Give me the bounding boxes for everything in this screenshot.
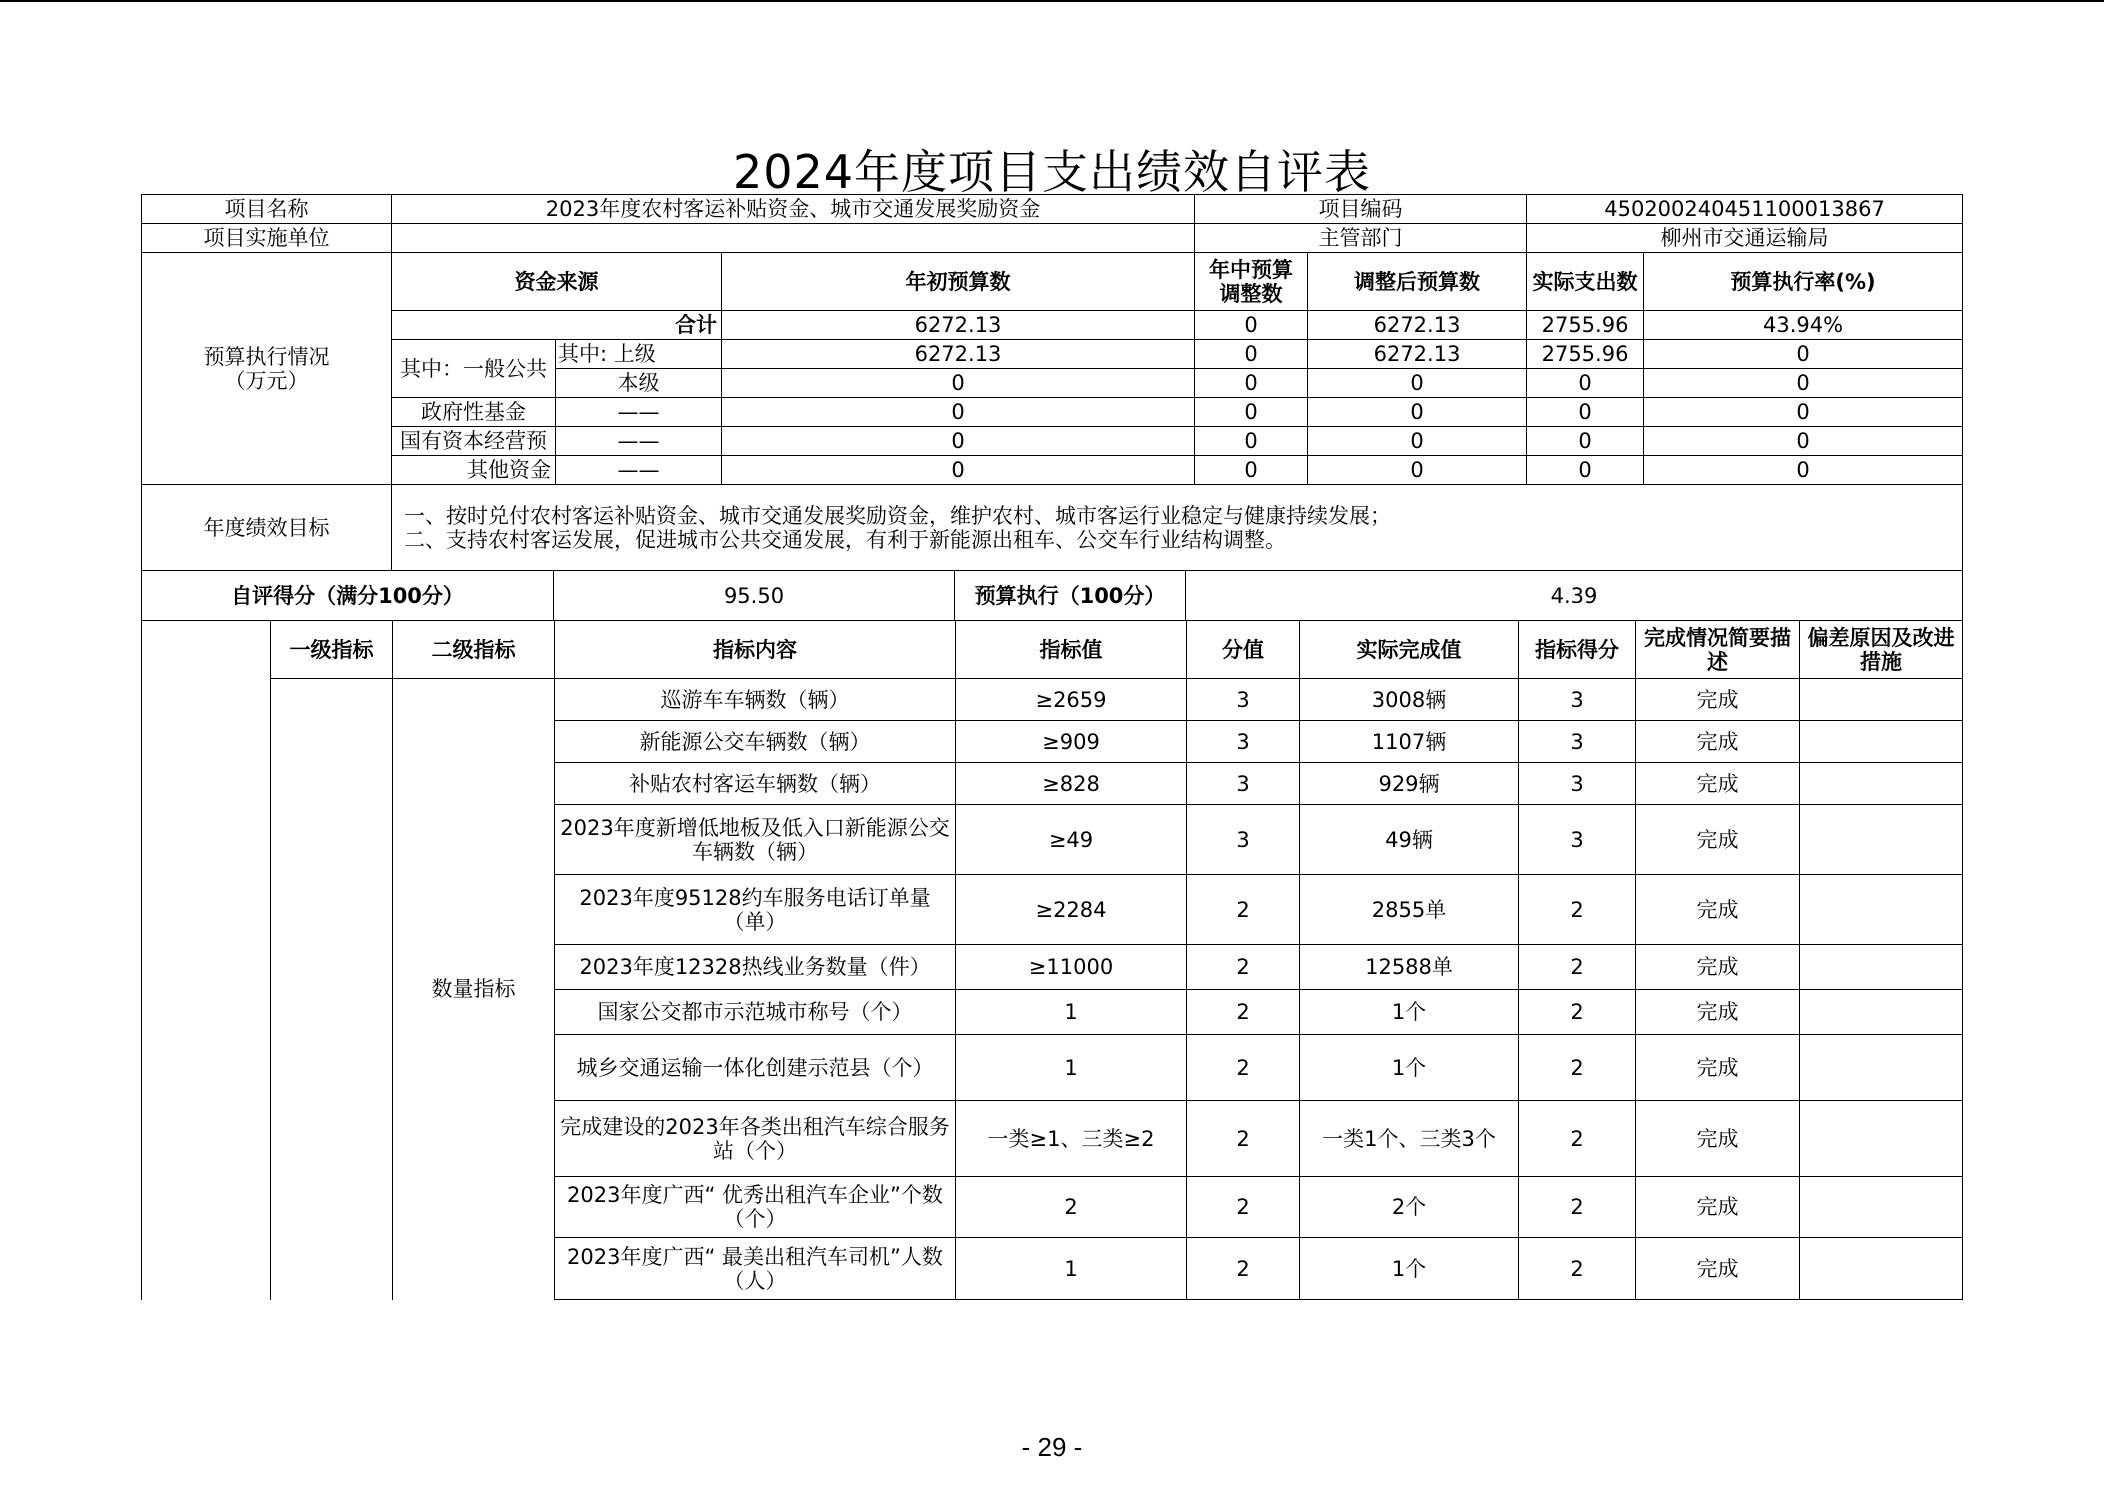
budget-row-state-capital bbox=[142, 427, 1963, 456]
indicator-score: 2 bbox=[1519, 875, 1636, 945]
budget-general-label: 其中：一般公共 bbox=[392, 340, 556, 398]
budget-cell: 0 bbox=[1644, 369, 1963, 398]
budget-upper-label bbox=[556, 340, 722, 369]
indicator-actual: 1个 bbox=[1300, 1035, 1519, 1101]
indicator-score: 3 bbox=[1519, 805, 1636, 875]
indicator-target: ≥11000 bbox=[956, 945, 1187, 990]
indicator-actual: 929辆 bbox=[1300, 763, 1519, 805]
budget-cell: 0 bbox=[722, 369, 1195, 398]
indicator-target: ≥2659 bbox=[956, 679, 1187, 721]
level2-cell: 数量指标 bbox=[393, 679, 555, 1300]
hdr-reason: 偏差原因及改进措施 bbox=[1800, 621, 1963, 679]
level1-cell bbox=[271, 679, 393, 1300]
header-row-2 bbox=[142, 224, 1963, 253]
indicator-content: 2023年度广西“ 最美出租汽车司机”人数（人） bbox=[555, 1238, 956, 1300]
budget-cell: 0 bbox=[1195, 369, 1308, 398]
indicator-weight: 3 bbox=[1187, 679, 1300, 721]
budget-dash: —— bbox=[556, 398, 722, 427]
indicator-target: ≥49 bbox=[956, 805, 1187, 875]
budget-cell: 0 bbox=[1527, 427, 1644, 456]
indicator-actual: 12588单 bbox=[1300, 945, 1519, 990]
budget-state-capital-label: 国有资本经营预 bbox=[392, 427, 556, 456]
budget-table bbox=[141, 194, 1963, 571]
budget-section-label: 预算执行情况 （万元） bbox=[142, 253, 392, 485]
budget-cell: 43.94% bbox=[1644, 311, 1963, 340]
indicator-score: 2 bbox=[1519, 990, 1636, 1035]
page-title: 2024年度项目支出绩效自评表 bbox=[732, 145, 1372, 199]
indicator-content: 完成建设的2023年各类出租汽车综合服务站（个） bbox=[555, 1101, 956, 1177]
hdr-score: 指标得分 bbox=[1519, 621, 1636, 679]
budget-row-upper bbox=[142, 340, 1963, 369]
indicator-status: 完成 bbox=[1636, 763, 1800, 805]
goal-text bbox=[392, 485, 1963, 571]
budget-total-label: 合计 bbox=[392, 311, 722, 340]
score-row bbox=[142, 571, 1963, 621]
project-name-label: 项目名称 bbox=[142, 195, 392, 224]
indicator-actual: 1个 bbox=[1300, 990, 1519, 1035]
goal-row bbox=[142, 485, 1963, 571]
indicator-table bbox=[141, 620, 1963, 1300]
indicator-reason bbox=[1800, 875, 1963, 945]
indicator-content: 国家公交都市示范城市称号（个） bbox=[555, 990, 956, 1035]
indicator-reason bbox=[1800, 1238, 1963, 1300]
indicator-actual: 2855单 bbox=[1300, 875, 1519, 945]
goal-line-2: 二、支持农村客运发展，促进城市公共交通发展，有利于新能源出租车、公交车行业结构调整。 bbox=[404, 527, 1286, 552]
indicator-weight: 2 bbox=[1187, 1177, 1300, 1238]
goal-line-1: 一、按时兑付农村客运补贴资金、城市交通发展奖励资金，维护农村、城市客运行业稳定与健康持续发展； bbox=[404, 503, 1391, 528]
budget-row-total bbox=[142, 311, 1963, 340]
indicator-actual: 2个 bbox=[1300, 1177, 1519, 1238]
budget-cell: 0 bbox=[1195, 456, 1308, 485]
indicator-weight: 2 bbox=[1187, 875, 1300, 945]
hdr-status: 完成情况简要描述 bbox=[1636, 621, 1800, 679]
indicator-weight: 2 bbox=[1187, 1101, 1300, 1177]
budget-row-gov-fund bbox=[142, 398, 1963, 427]
budget-dash: —— bbox=[556, 456, 722, 485]
indicator-score: 2 bbox=[1519, 1101, 1636, 1177]
col-adjust: 年中预算调整数 bbox=[1195, 253, 1308, 311]
project-code-label: 项目编码 bbox=[1195, 195, 1527, 224]
indicator-target: ≥828 bbox=[956, 763, 1187, 805]
indicator-score: 2 bbox=[1519, 1035, 1636, 1101]
indicator-target: 1 bbox=[956, 1035, 1187, 1101]
indicator-score: 2 bbox=[1519, 945, 1636, 990]
budget-cell: 0 bbox=[1527, 398, 1644, 427]
indicator-reason bbox=[1800, 1035, 1963, 1101]
indicator-score: 2 bbox=[1519, 1177, 1636, 1238]
indicator-content: 巡游车车辆数（辆） bbox=[555, 679, 956, 721]
indicator-status: 完成 bbox=[1636, 1238, 1800, 1300]
indicator-weight: 2 bbox=[1187, 1035, 1300, 1101]
indicator-target: 一类≥1、三类≥2 bbox=[956, 1101, 1187, 1177]
indicator-reason bbox=[1800, 721, 1963, 763]
indicator-target: 2 bbox=[956, 1177, 1187, 1238]
indicator-status: 完成 bbox=[1636, 679, 1800, 721]
indicator-status: 完成 bbox=[1636, 875, 1800, 945]
budget-cell: 0 bbox=[1644, 456, 1963, 485]
budget-cell: 6272.13 bbox=[722, 311, 1195, 340]
indicator-reason bbox=[1800, 805, 1963, 875]
indicator-reason bbox=[1800, 990, 1963, 1035]
score-table bbox=[141, 570, 1963, 621]
hdr-target: 指标值 bbox=[956, 621, 1187, 679]
indicator-weight: 3 bbox=[1187, 763, 1300, 805]
budget-cell: 0 bbox=[1195, 311, 1308, 340]
page-number: - 29 - bbox=[1021, 1432, 1083, 1462]
hdr-weight: 分值 bbox=[1187, 621, 1300, 679]
budget-cell: 2755.96 bbox=[1527, 340, 1644, 369]
indicator-weight: 2 bbox=[1187, 990, 1300, 1035]
indicator-content: 2023年度新增低地板及低入口新能源公交车辆数（辆） bbox=[555, 805, 956, 875]
goal-label: 年度绩效目标 bbox=[142, 485, 392, 571]
budget-cell: 0 bbox=[1527, 456, 1644, 485]
budget-cell: 0 bbox=[1644, 398, 1963, 427]
budget-upper-name: 上级 bbox=[613, 342, 656, 366]
indicator-score: 3 bbox=[1519, 721, 1636, 763]
budget-cell: 6272.13 bbox=[1308, 340, 1527, 369]
indicator-weight: 2 bbox=[1187, 1238, 1300, 1300]
indicator-target: ≥2284 bbox=[956, 875, 1187, 945]
indicator-content: 城乡交通运输一体化创建示范县（个） bbox=[555, 1035, 956, 1101]
unit-label: 项目实施单位 bbox=[142, 224, 392, 253]
budget-dash: —— bbox=[556, 427, 722, 456]
exec-score-value: 4.39 bbox=[1186, 571, 1963, 621]
hdr-content: 指标内容 bbox=[555, 621, 956, 679]
indicator-score: 2 bbox=[1519, 1238, 1636, 1300]
indicator-reason bbox=[1800, 945, 1963, 990]
indicator-score: 3 bbox=[1519, 763, 1636, 805]
hdr-actual: 实际完成值 bbox=[1300, 621, 1519, 679]
budget-cell: 0 bbox=[722, 398, 1195, 427]
indicator-content: 新能源公交车辆数（辆） bbox=[555, 721, 956, 763]
header-row-1 bbox=[142, 195, 1963, 224]
table-row bbox=[142, 679, 1963, 721]
indicator-content: 2023年度95128约车服务电话订单量（单） bbox=[555, 875, 956, 945]
indicator-actual: 一类1个、三类3个 bbox=[1300, 1101, 1519, 1177]
budget-row-other bbox=[142, 456, 1963, 485]
budget-gov-fund-label: 政府性基金 bbox=[392, 398, 556, 427]
budget-cell: 2755.96 bbox=[1527, 311, 1644, 340]
budget-cell: 0 bbox=[1195, 398, 1308, 427]
self-score-label: 自评得分（满分100分） bbox=[142, 571, 554, 621]
indicator-status: 完成 bbox=[1636, 1101, 1800, 1177]
dept-value: 柳州市交通运输局 bbox=[1527, 224, 1963, 253]
indicator-weight: 3 bbox=[1187, 805, 1300, 875]
indicator-weight: 2 bbox=[1187, 945, 1300, 990]
indicator-content: 补贴农村客运车辆数（辆） bbox=[555, 763, 956, 805]
indicator-target: 1 bbox=[956, 1238, 1187, 1300]
indicator-header-row bbox=[142, 621, 1963, 679]
project-code: 450200240451100013867 bbox=[1527, 195, 1963, 224]
budget-cell: 0 bbox=[722, 456, 1195, 485]
dept-label: 主管部门 bbox=[1195, 224, 1527, 253]
indicator-status: 完成 bbox=[1636, 1035, 1800, 1101]
budget-cell: 0 bbox=[1527, 369, 1644, 398]
exec-score-label: 预算执行（100分） bbox=[955, 571, 1186, 621]
indicator-content: 2023年度广西“ 优秀出租汽车企业”个数（个） bbox=[555, 1177, 956, 1238]
indicator-target: ≥909 bbox=[956, 721, 1187, 763]
indicator-reason bbox=[1800, 1177, 1963, 1238]
budget-header-row bbox=[142, 253, 1963, 311]
indicator-actual: 1107辆 bbox=[1300, 721, 1519, 763]
indicator-reason bbox=[1800, 763, 1963, 805]
indicator-status: 完成 bbox=[1636, 805, 1800, 875]
project-name: 2023年度农村客运补贴资金、城市交通发展奖励资金 bbox=[392, 195, 1195, 224]
indicator-status: 完成 bbox=[1636, 721, 1800, 763]
budget-local-label: 本级 bbox=[556, 369, 722, 398]
budget-cell: 0 bbox=[1308, 369, 1527, 398]
hdr-level1: 一级指标 bbox=[271, 621, 393, 679]
indicator-reason bbox=[1800, 679, 1963, 721]
budget-cell: 6272.13 bbox=[1308, 311, 1527, 340]
indicator-weight: 3 bbox=[1187, 721, 1300, 763]
budget-cell: 0 bbox=[1195, 427, 1308, 456]
indicator-reason bbox=[1800, 1101, 1963, 1177]
col-initial: 年初预算数 bbox=[722, 253, 1195, 311]
self-score-value: 95.50 bbox=[554, 571, 955, 621]
indicator-score: 3 bbox=[1519, 679, 1636, 721]
indicator-target: 1 bbox=[956, 990, 1187, 1035]
col-source: 资金来源 bbox=[392, 253, 722, 311]
budget-cell: 0 bbox=[722, 427, 1195, 456]
col-actual: 实际支出数 bbox=[1527, 253, 1644, 311]
budget-cell: 0 bbox=[1308, 456, 1527, 485]
budget-cell: 0 bbox=[1308, 427, 1527, 456]
indicator-status: 完成 bbox=[1636, 945, 1800, 990]
hdr-level2: 二级指标 bbox=[393, 621, 555, 679]
budget-general-sub-label: 其中: bbox=[558, 342, 608, 366]
unit-value bbox=[392, 224, 1195, 253]
indicator-content: 2023年度12328热线业务数量（件） bbox=[555, 945, 956, 990]
budget-cell: 0 bbox=[1195, 340, 1308, 369]
indicator-actual: 49辆 bbox=[1300, 805, 1519, 875]
budget-cell: 0 bbox=[1308, 398, 1527, 427]
budget-other-label: 其他资金 bbox=[392, 456, 556, 485]
col-rate: 预算执行率(%) bbox=[1644, 253, 1963, 311]
budget-cell: 0 bbox=[1644, 427, 1963, 456]
budget-cell: 0 bbox=[1644, 340, 1963, 369]
indicator-status: 完成 bbox=[1636, 1177, 1800, 1238]
indicator-blank-cell bbox=[142, 621, 271, 1300]
indicator-actual: 1个 bbox=[1300, 1238, 1519, 1300]
budget-cell: 6272.13 bbox=[722, 340, 1195, 369]
indicator-actual: 3008辆 bbox=[1300, 679, 1519, 721]
indicator-status: 完成 bbox=[1636, 990, 1800, 1035]
col-adjusted: 调整后预算数 bbox=[1308, 253, 1527, 311]
top-rule bbox=[0, 0, 2104, 2]
